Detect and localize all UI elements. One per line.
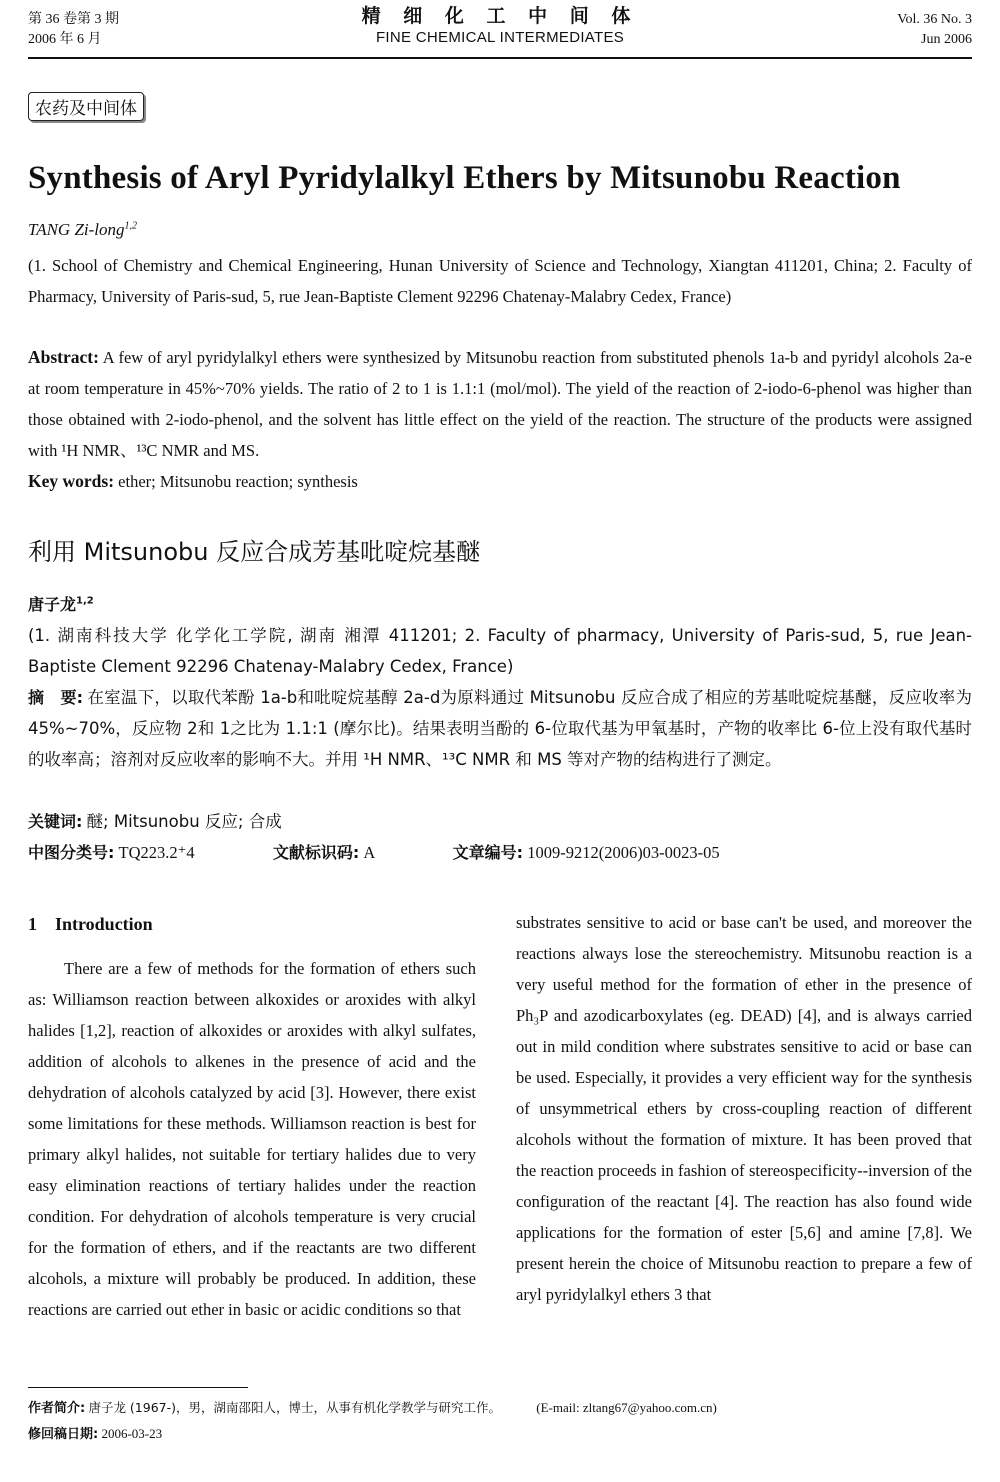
author-cn-sup: 1,2 (76, 595, 94, 607)
section-tag: 农药及中间体 (28, 92, 144, 121)
abstract-en (28, 342, 972, 466)
intro-left-column: There are a few of methods for the formation of ethers such as: Williamson reaction between alkoxides or aroxides with alkyl halides [1,2], reaction of alkoxides or aroxides with alkyl sulfates, addition of alcohols to alkenes in the presence of acid and the dehydration of alcohols catalyzed by acid [3]. However, there exist some limitations for these methods. Williamson reaction is best for primary alkyl halides, not suitable for tertiary halides due to very easy elimination reactions of tertiary halides under the reaction condition. For dehydration of alcohols temperature is very crucial for the formation of ethers, and if the reactants are two different alcohols, a mixture will probably be produced. In addition, these reactions are carried out ether in basic or acidic conditions so that (28, 959, 476, 1319)
author-cn (28, 592, 94, 615)
article-no-label: 文章编号: (452, 843, 524, 862)
footnote-email: (E-mail: zltang67@yahoo.com.cn) (536, 1400, 717, 1415)
keywords-cn-label: 关键词: (28, 812, 83, 831)
abstract-en-label: Abstract: (28, 347, 99, 367)
keywords-en-text: ether; Mitsunobu reaction; synthesis (118, 472, 358, 491)
doc-code-label: 文献标识码: (272, 843, 360, 862)
date-en: Jun 2006 (921, 32, 972, 47)
classification-line (28, 837, 972, 868)
footnote-rule (28, 1387, 248, 1388)
affiliation-cn: (1. 湖南科技大学 化学化工学院, 湖南 湘潭 411201; 2. Faculty of pharmacy, University of Paris-sud, 5, rue Jean-Baptiste Clement 92296 Chatenay-Malabry Cedex, France) (28, 626, 972, 676)
keywords-en-label: Key words: (28, 471, 115, 491)
intro-right-column: substrates sensitive to acid or base can't be used, and moreover the reactions always lose the stereochemistry. Mitsunobu reaction is a very useful method for the formation of ether in the presence of Ph₃P and azodicarboxylates (eg. DEAD) [4], and is always carried out in mild condition where substrates sensitive to acid or base can be used. Especially, it provides a very efficient way for the synthesis of unsymmetrical ethers by cross-coupling reaction of different alcohols without the formation of mixture. It has been proved that the reaction proceeds in fashion of stereospecificity--inversion of the configuration of the reactant [4]. The reaction has also found wide applications for the formation of ester [5,6] and amine [7,8]. We present herein the choice of Mitsunobu reaction to prepare a few of aryl pyridylalkyl ethers 3 that (516, 913, 972, 1304)
footnote-revised-value: 2006-03-23 (101, 1426, 163, 1441)
affiliation-en: (1. School of Chemistry and Chemical Engineering, Hunan University of Science and Technology, Xiangtan 411201, China; 2. Faculty of Pharmacy, University of Paris-sud, 5, rue Jean-Baptiste Clement 92296 Chatenay-Malabry Cedex, France) (28, 256, 972, 306)
footnote-revised-label: 修回稿日期: (28, 1427, 99, 1442)
footnote-revised (28, 1423, 162, 1446)
volume-en: Vol. 36 No. 3 (897, 12, 972, 27)
journal-name-en: FINE CHEMICAL INTERMEDIATES (375, 29, 625, 46)
abstract-en-text: A few of aryl pyridylalkyl ethers were synthesized by Mitsunobu reaction from substituted phenols 1a-b and pyridyl alcohols 2a-e at room temperature in 45%~70% yields. The ratio of 2 to 1 is 1.1:1 (mol/mol). The yield of the reaction of 2-iodo-6-phenol was higher than those obtained with 2-iodo-phenol, and the solvent has little effect on the yield of the reaction. The structure of the products were assigned with ¹H NMR、¹³C NMR and MS. (28, 348, 972, 460)
keywords-cn (28, 806, 972, 837)
footnote-author-text: 唐子龙 (1967-)，男，湖南邵阳人，博士，从事有机化学教学与研究工作。 (88, 1400, 502, 1415)
footnote-author-label: 作者简介: (28, 1401, 86, 1416)
header-rule (28, 57, 972, 59)
doc-code-value: A (363, 843, 375, 862)
issue-info-en (897, 10, 972, 50)
journal-name (300, 4, 700, 48)
abstract-cn-label: 摘 要: (28, 688, 84, 707)
clc-value: TQ223.2⁺4 (118, 843, 195, 862)
intro-heading: 1 Introduction (28, 914, 153, 934)
author-cn-name: 唐子龙 (28, 595, 77, 614)
keywords-cn-text: 醚; Mitsunobu 反应; 合成 (86, 812, 282, 831)
journal-name-cn: 精 细 化 工 中 间 体 (361, 5, 639, 27)
author-en-name: TANG Zi-long (28, 220, 125, 239)
article-no-value: 1009-9212(2006)03-0023-05 (527, 843, 720, 862)
issue-info (28, 10, 119, 50)
paper-title-cn: 利用 Mitsunobu 反应合成芳基吡啶烷基醚 (28, 538, 481, 566)
issue-date: 2006 年 6 月 (28, 32, 102, 47)
footnote-author (28, 1397, 717, 1420)
keywords-en (28, 466, 972, 497)
paper-title: Synthesis of Aryl Pyridylalkyl Ethers by Mitsunobu Reaction (28, 160, 901, 196)
author-en-sup: 1,2 (124, 220, 138, 232)
clc-label: 中图分类号: (28, 843, 115, 862)
abstract-cn-text: 在室温下，以取代苯酚 1a-b和吡啶烷基醇 2a-d为原料通过 Mitsunobu 反应合成了相应的芳基吡啶烷基醚，反应收率为 45%~70%，反应物 2和 1之比为 1.1:1 (摩尔比)。结果表明当酚的 6-位取代基为甲氧基时，产物的收率比 6-位上没有取代基时的收率高；溶剂对反应收率的影响不大。并用 ¹H NMR、¹³C NMR 和 MS 等对产物的结构进行了测定。 (28, 688, 973, 769)
issue-volume: 第 36 卷第 3 期 (28, 12, 119, 27)
author-en (28, 220, 137, 240)
abstract-cn (28, 682, 972, 775)
